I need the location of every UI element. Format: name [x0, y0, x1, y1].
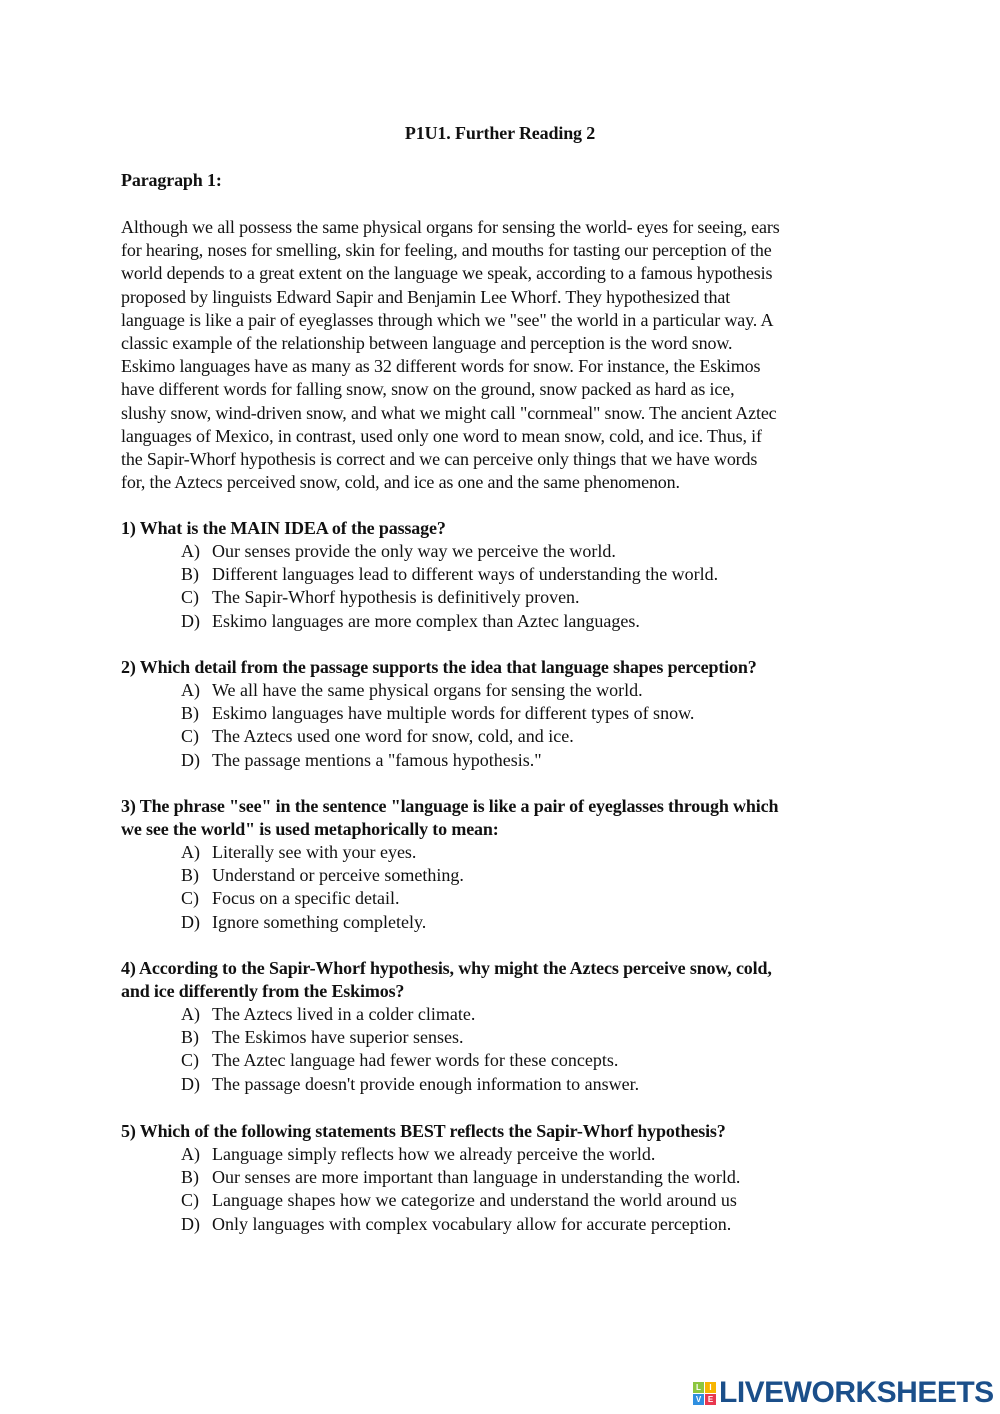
- option-letter: B): [181, 703, 199, 724]
- option-letter: C): [181, 587, 199, 608]
- answer-option: [121, 864, 778, 887]
- question-text: we see the world" is used metaphorically to mean:: [121, 819, 499, 839]
- option-letter: A): [181, 1144, 200, 1164]
- paragraph-line: slushy snow, wind-driven snow, and what we might call "cornmeal" snow. The ancient Aztec: [121, 402, 777, 423]
- answer-option: [121, 1143, 726, 1166]
- option-text: Only languages with complex vocabulary allow for accurate perception.: [212, 1213, 732, 1234]
- answer-option: [121, 1213, 732, 1236]
- answer-option: [121, 1003, 772, 1026]
- answer-option: [121, 586, 580, 609]
- option-text: Different languages lead to different ways of understanding the world.: [212, 564, 719, 585]
- question-text: 2) Which detail from the passage supports the idea that language shapes perception?: [121, 657, 757, 677]
- paragraph-line: language is like a pair of eyeglasses through which we "see" the world in a particular way. A: [121, 309, 774, 330]
- answer-option: [121, 679, 757, 702]
- paragraph-line: Although we all possess the same physical organs for sensing the world- eyes for seeing, ears: [121, 217, 780, 237]
- option-text: The Aztecs lived in a colder climate.: [212, 1004, 476, 1024]
- question-text: 4) According to the Sapir-Whorf hypothesis, why might the Aztecs perceive snow, cold,: [121, 958, 772, 978]
- option-letter: B): [181, 1167, 199, 1188]
- paragraph-heading: Paragraph 1:: [121, 170, 222, 190]
- option-letter: C): [181, 726, 199, 747]
- option-text: The Sapir-Whorf hypothesis is definitively proven.: [212, 587, 580, 608]
- answer-option: [121, 1026, 772, 1049]
- question-5: [121, 1120, 741, 1236]
- answer-option: [121, 1166, 741, 1189]
- option-text: Eskimo languages are more complex than Aztec languages.: [212, 610, 640, 631]
- option-text: Language simply reflects how we already perceive the world.: [212, 1144, 656, 1164]
- option-text: Understand or perceive something.: [212, 865, 464, 886]
- paragraph-line: languages of Mexico, in contrast, used only one word to mean snow, cold, and ice. Thus, if: [121, 425, 762, 446]
- option-letter: D): [181, 610, 200, 631]
- answer-option: [121, 725, 757, 748]
- option-letter: C): [181, 888, 199, 909]
- paragraph-text: [121, 216, 780, 494]
- answer-option: [121, 841, 778, 864]
- paragraph-line: for, the Aztecs perceived snow, cold, and ice as one and the same phenomenon.: [121, 472, 680, 493]
- paragraph-line: have different words for falling snow, snow on the ground, snow packed as hard as ice,: [121, 379, 735, 400]
- logo-text: LIVEWORKSHEETS: [719, 1376, 994, 1409]
- option-letter: D): [181, 749, 200, 770]
- option-letter: A): [181, 1004, 200, 1024]
- question-1: [121, 517, 719, 633]
- question-2: [121, 656, 757, 772]
- option-letter: A): [181, 680, 200, 700]
- paragraph-line: for hearing, noses for smelling, skin for feeling, and mouths for tasting our perception of the: [121, 240, 772, 261]
- answer-option: [121, 1073, 772, 1096]
- paragraph-line: classic example of the relationship between language and perception is the word snow.: [121, 332, 733, 353]
- option-letter: A): [181, 541, 200, 561]
- question-3: [121, 795, 778, 934]
- answer-option: [121, 749, 757, 772]
- paragraph-line: world depends to a great extent on the language we speak, according to a famous hypothesis: [121, 263, 773, 284]
- option-letter: C): [181, 1050, 199, 1071]
- liveworksheets-logo: [693, 1376, 994, 1410]
- question-text: 5) Which of the following statements BEST reflects the Sapir-Whorf hypothesis?: [121, 1121, 726, 1141]
- question-4: [121, 957, 772, 1096]
- answer-option: [121, 702, 757, 725]
- option-text: Language shapes how we categorize and understand the world around us: [212, 1190, 737, 1211]
- paragraph-line: Eskimo languages have as many as 32 different words for snow. For instance, the Eskimos: [121, 356, 761, 377]
- option-text: Our senses are more important than language in understanding the world.: [212, 1167, 741, 1188]
- logo-letter-tile: I: [705, 1382, 716, 1393]
- option-text: The Eskimos have superior senses.: [212, 1027, 464, 1048]
- answer-option: [121, 563, 719, 586]
- page-title: P1U1. Further Reading 2: [404, 123, 596, 143]
- option-text: The Aztecs used one word for snow, cold, and ice.: [212, 726, 574, 747]
- question-text: 1) What is the MAIN IDEA of the passage?: [121, 518, 446, 538]
- option-letter: B): [181, 1027, 199, 1048]
- answer-option: [121, 610, 640, 633]
- option-letter: A): [181, 842, 200, 862]
- option-text: The passage mentions a "famous hypothesis.": [212, 749, 542, 770]
- paragraph-line: proposed by linguists Edward Sapir and Benjamin Lee Whorf. They hypothesized that: [121, 286, 731, 307]
- logo-letter-tile: V: [693, 1394, 704, 1405]
- option-text: Ignore something completely.: [212, 911, 427, 932]
- option-text: Focus on a specific detail.: [212, 888, 400, 909]
- option-text: The Aztec language had fewer words for these concepts.: [212, 1050, 619, 1071]
- logo-letter-tile: E: [705, 1394, 716, 1405]
- answer-option: [121, 911, 778, 934]
- paragraph-line: the Sapir-Whorf hypothesis is correct and we can perceive only things that we have words: [121, 448, 758, 469]
- answer-option: [121, 540, 616, 563]
- option-letter: B): [181, 564, 199, 585]
- logo-icon: [693, 1382, 716, 1405]
- answer-option: [121, 1189, 737, 1212]
- option-letter: C): [181, 1190, 199, 1211]
- question-text: 3) The phrase "see" in the sentence "language is like a pair of eyeglasses through which: [121, 796, 779, 816]
- option-letter: D): [181, 1213, 200, 1234]
- option-text: Our senses provide the only way we perceive the world.: [212, 541, 616, 561]
- question-text: and ice differently from the Eskimos?: [121, 981, 405, 1001]
- logo-letter-tile: L: [693, 1382, 704, 1393]
- option-text: Literally see with your eyes.: [212, 842, 417, 862]
- option-text: We all have the same physical organs for sensing the world.: [212, 680, 643, 700]
- answer-option: [121, 1049, 772, 1072]
- option-letter: D): [181, 911, 200, 932]
- option-text: The passage doesn't provide enough information to answer.: [212, 1073, 640, 1094]
- option-letter: D): [181, 1073, 200, 1094]
- answer-option: [121, 887, 778, 910]
- option-letter: B): [181, 865, 199, 886]
- option-text: Eskimo languages have multiple words for different types of snow.: [212, 703, 695, 724]
